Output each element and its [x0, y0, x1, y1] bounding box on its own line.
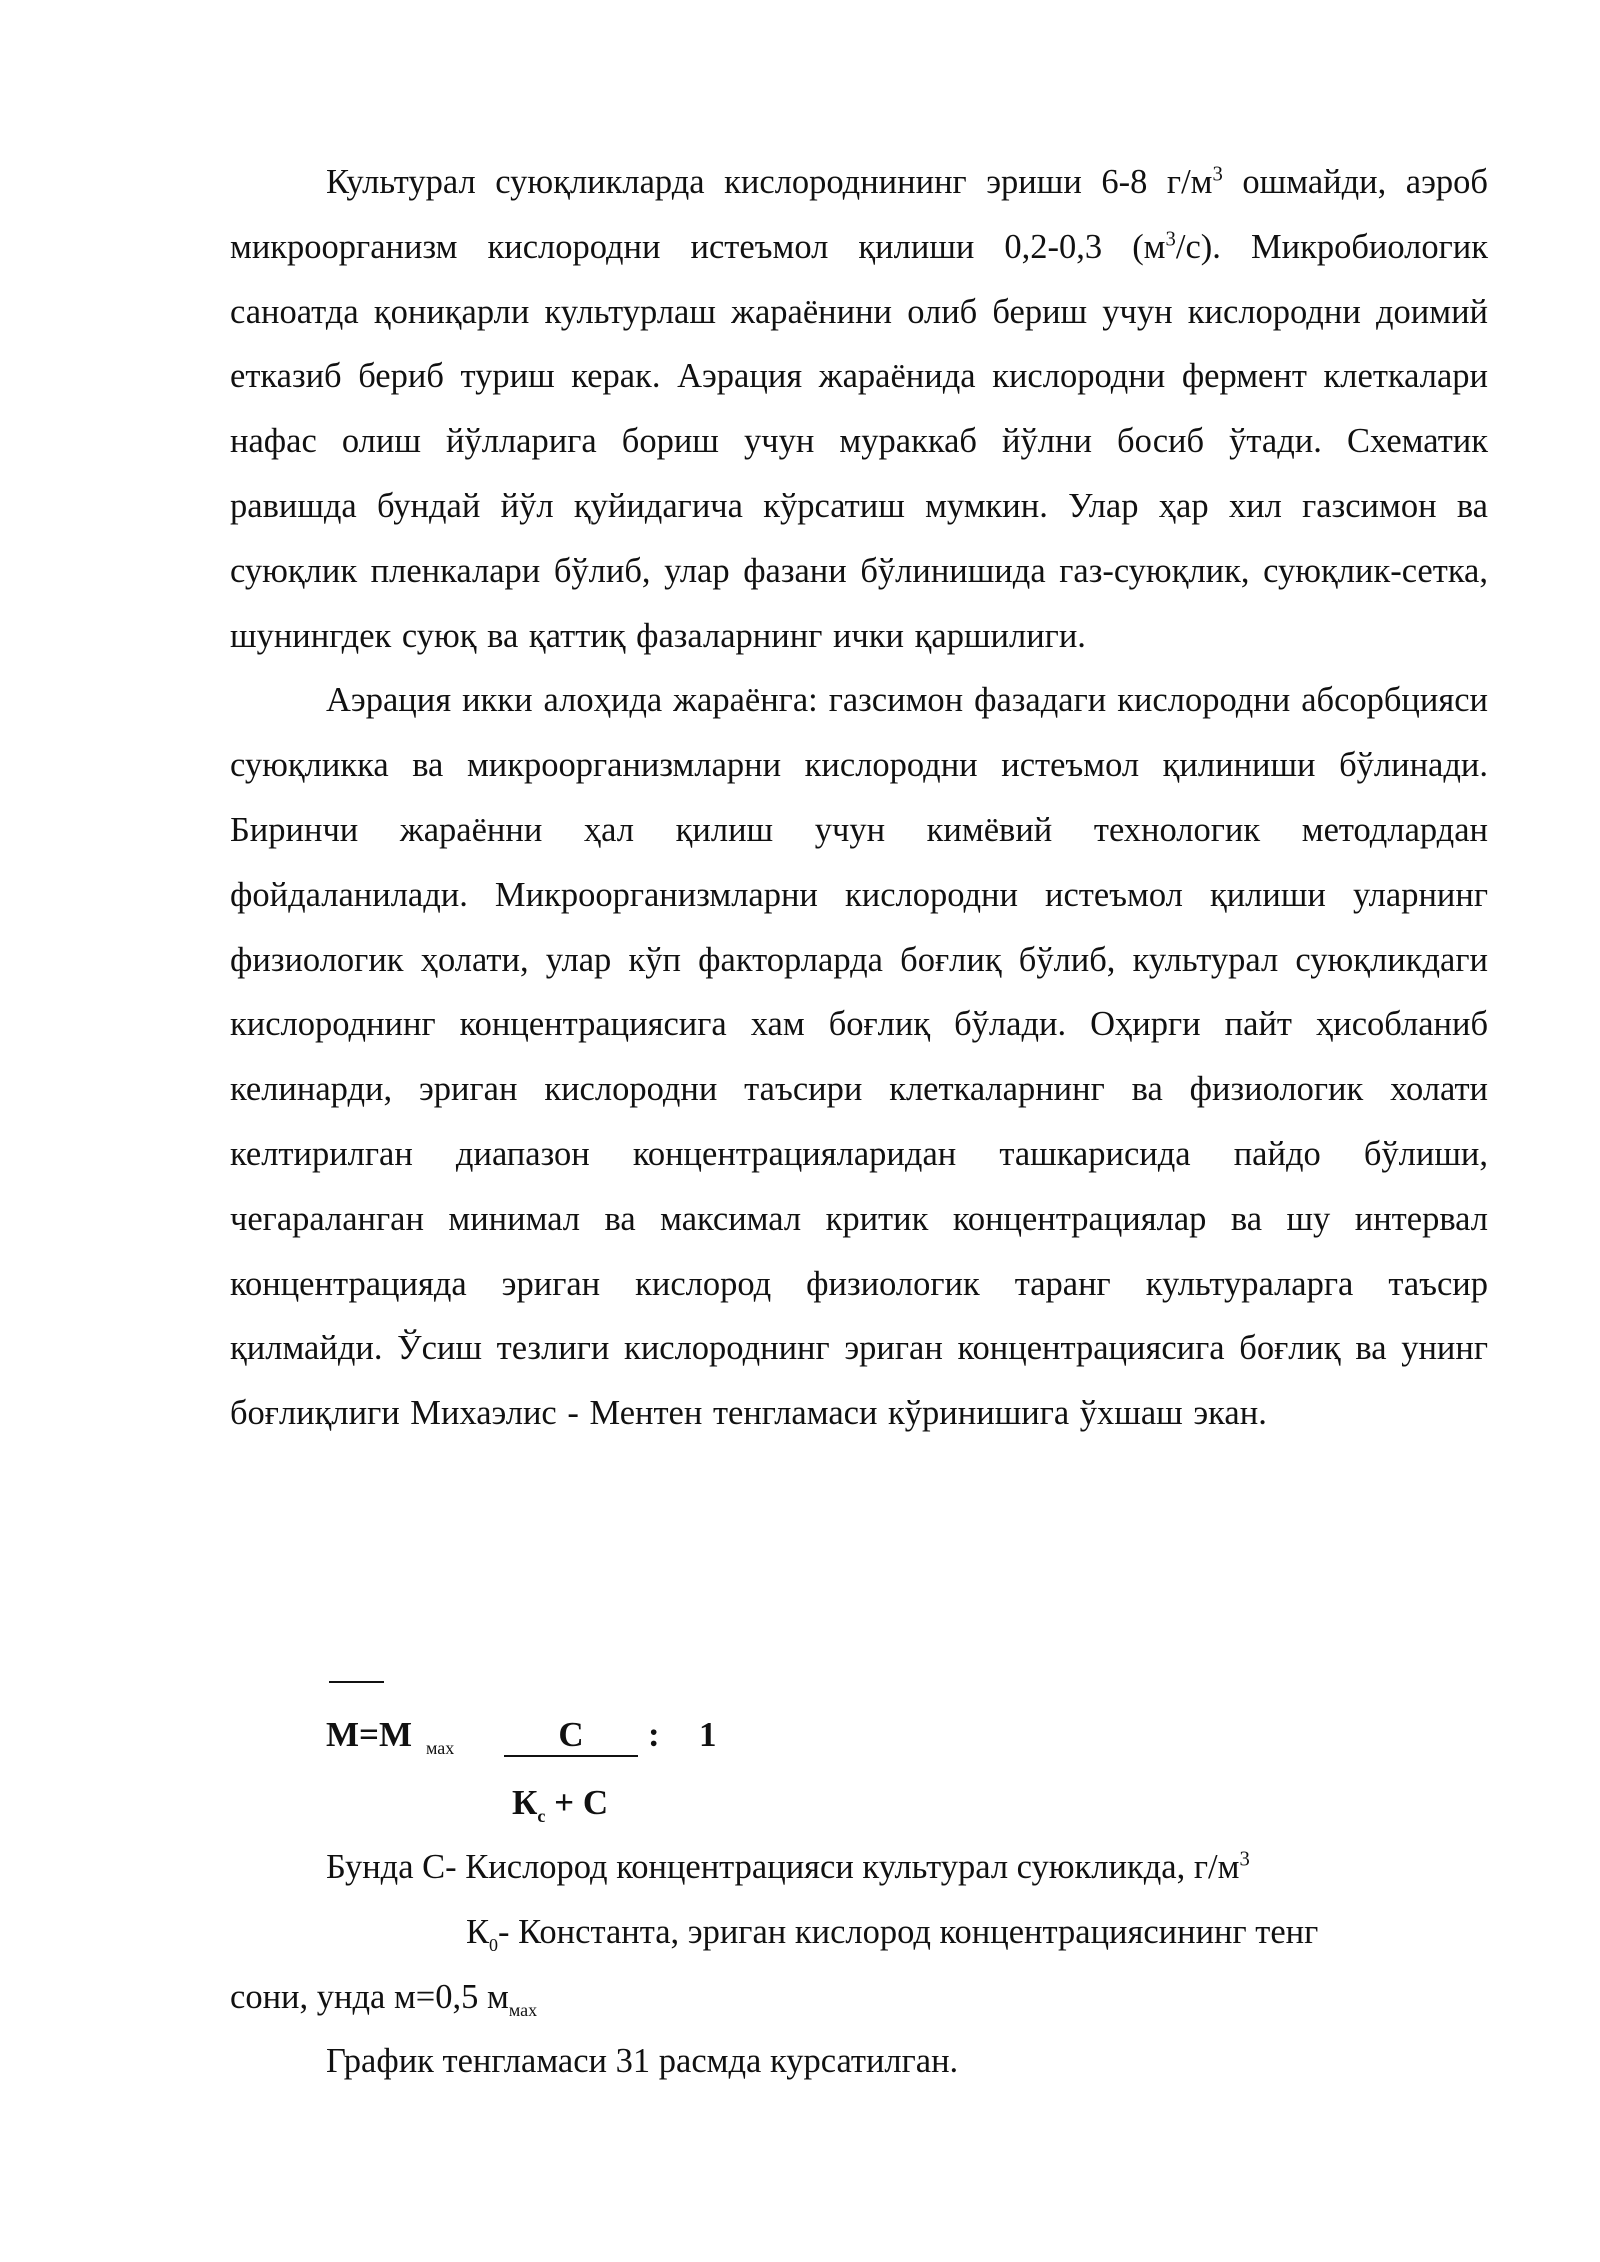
note-line-2: $К_0-$ Константа, эриган кислород концентрациясининг тенг — [466, 1912, 1319, 1955]
note-line-1: Бунда С- Кислород концентрацияси культурал суюкликда, $г/м^3$ — [326, 1848, 1250, 1886]
superscript: 3 — [1212, 163, 1223, 186]
formula-overline — [329, 1681, 384, 1683]
formula-lhs: M=M $_{мах}$ — [326, 1715, 455, 1758]
note-line-4: График тенгламаси 31 расмда курсатилган. — [326, 2042, 959, 2081]
formula-denominator: $К_с + С$ — [512, 1783, 609, 1826]
body-text — [230, 150, 1488, 1446]
formula-numerator: C — [504, 1715, 638, 1757]
michaelis-menten-formula — [326, 1665, 826, 1835]
formula-notes — [230, 1835, 1488, 2094]
formula-colon: : — [648, 1715, 660, 1754]
superscript: 3 — [1165, 228, 1176, 251]
paragraph-2: Аэрация икки алоҳида жараёнга: газсимон фазадаги кислородни абсорбцияси суюқликка ва микроорганизмларни кислородни истеъмол қилиниши бўлинади. Биринчи жараённи ҳал қилиш учун кимёвий технологик методлардан фойдаланилади. Микроорганизмларни кислородни истеъмол қилиши уларнинг физиологик ҳолати, улар кўп факторларда боғлиқ бўлиб, культурал суюқликдаги кислороднинг концентрациясига хам боғлиқ бўлади. Оҳирги пайт ҳисобланиб келинарди, эриган кислородни таъсири клеткаларнинг ва физиологик холати келтирилган диапазон концентрацияларидан ташкарисида пайдо бўлиши, чегараланган минимал ва максимал критик концентрациялар ва шу интервал концентрацияда эриган кислород физиологик таранг культураларга таъсир қилмайди. Ўсиш тезлиги кислороднинг эриган концентрациясига боғлиқ ва унинг боғлиқлиги Михаэлис - Ментен тенгламаси кўринишига ўхшаш экан. — [230, 681, 1488, 1433]
paragraph-1: Культурал суюқликларда кислороднининг эриши 6-8 $г/м^3$ ошмайди, аэроб микроорганизм кислородни истеъмол қилиши 0,2-0,3 $(м^3/с)$. Микробиологик саноатда қониқарли культурлаш жараёнини олиб бериш учун кислородни доимий етказиб бериб туриш керак. Аэрация жараёнида кислородни фермент клеткалари нафас олиш йўлларига бориш учун мураккаб йўлни босиб ўтади. Схематик равишда бундай йўл қуйидагича кўрсатиш мумкин. Улар ҳар хил газсимон ва суюқлик пленкалари бўлиб, улар фазани бўлинишида газ-суюқлик, суюқлик-сетка, шунингдек суюқ ва қаттиқ фазаларнинг ички қаршилиги. — [230, 163, 1488, 655]
note-line-3: сони, унда м=0,5 $м_{мах}$ — [230, 1977, 538, 2020]
formula-one: 1 — [699, 1715, 717, 1754]
